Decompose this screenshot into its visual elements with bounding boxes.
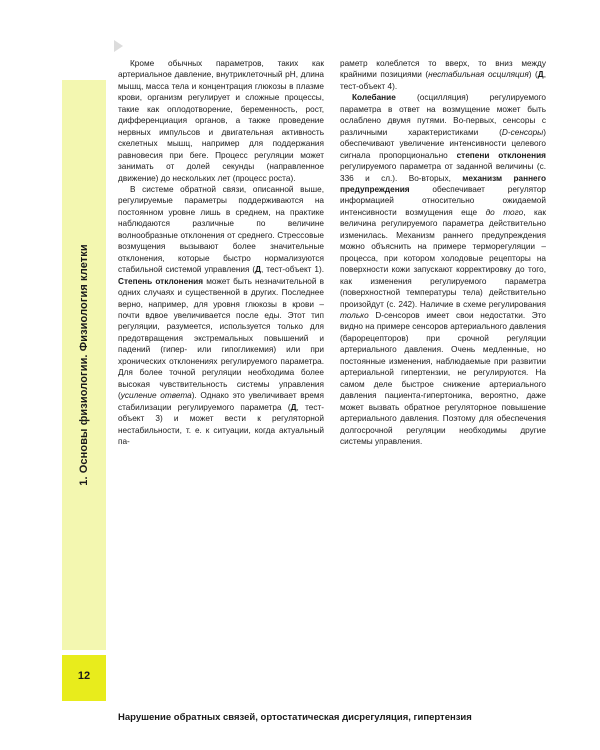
term-bold: Колебание	[352, 93, 396, 103]
sidebar-title-text: 1. Основы физиологии. Физиология клетки	[78, 244, 90, 486]
page-number: 12	[77, 670, 91, 682]
figure-ref: Д	[290, 402, 297, 412]
page-corner-marker	[114, 40, 123, 52]
figure-ref: Д	[537, 70, 544, 80]
text-column-right	[340, 58, 546, 447]
figure-ref: Д	[255, 265, 262, 275]
text-run: , тест-объект 3) и может вести к регуляторной нестабильности, т. е. к ситуации, когда актуальный па-	[118, 402, 325, 446]
text-run: , как величина регулируемого параметра действительно изменилась. Механизм раннего предупреждения можно объяснить на примере терморегуляции – процесса, при котором холодовые рецепторы на поверхности кожи запускают корректировку до того, как изменения регулируемого параметра (поверхностной температуры тела) действительно произойдут (с. 242). Наличие в схеме регулирования	[340, 207, 547, 309]
term-italic: только	[340, 310, 369, 320]
term-italic: D-сенсоры	[501, 127, 544, 137]
sidebar-title	[62, 80, 106, 650]
text-run: , тест-объект 1).	[261, 265, 324, 275]
paragraph: Кроме обычных параметров, таких как артериальное давление, внутриклеточный pH, длина мышц, масса тела и концентрация глюкозы в плазме крови, организм регулирует и сложные процессы, такие как оплодотворение, беременность, рост, дифференциация органов, а также проведение нервных импульсов и двигательная активность скелетных мышц, например для поддержания равновесия при беге. Процесс регуляции может занимать от долей секунды (направленное движение) до нескольких лет (процесс роста).	[118, 59, 324, 183]
text-run: регулируемого параметра от заданной величины (с. 336 и сл.). Во-вторых,	[340, 162, 546, 183]
term-bold: механизм раннего предупреждения	[340, 173, 547, 194]
footer-chapter-title: Нарушение обратных связей, ортостатическая дисрегуляция, гипертензия	[118, 712, 472, 723]
term-italic: усиление ответа	[120, 391, 192, 401]
paragraph	[340, 92, 546, 447]
text-column-left	[118, 58, 324, 447]
term-bold: степени отклонения	[456, 150, 546, 160]
term-bold: Степень отклонения	[118, 276, 204, 286]
text-run: ). Однако это увеличивает время стабилизации регулируемого параметра (	[118, 391, 324, 412]
paragraph	[118, 184, 324, 447]
page-number-box	[62, 655, 106, 701]
text-run: может быть незначительной в одних случаях и существенной в других. Последнее верно, например, для уровня глюкозы в крови – почти вдвое увеличивается после еды. Этот тип регуляции, разумеется, используется только для предотвращения экстремальных повышений и падений (гипер- или гипогликемия) или при хронических отклонениях регулируемого параметра. Для более точной регуляции необходима более высокая чувствительность системы управления (	[118, 276, 324, 401]
text-run: D-сенсоров имеет свои недостатки. Это видно на примере сенсоров артериального давления (барорецепторов) при срочной регуляции артериального давления. Очень медленные, но постоянные изменения, наблюдаемые при развитии артериальной гипертензии, не регулируются. На самом деле быстрое снижение артериального давления пациента-гипертоника, вероятно, даже может вызвать обратное регуляторное повышение артериального давления. Поэтому для обеспечения долгосрочной регуляции необходимы другие системы управления.	[340, 310, 546, 446]
text-run: обеспечивает регулятор информацией относительно ожидаемой интенсивности возмущения еще	[340, 184, 546, 217]
text-run: раметр колеблется то вверх, то вниз между крайними позициями (	[340, 59, 546, 80]
text-run: В системе обратной связи, описанной выше, регулируемые параметры поддерживаются на постоянном уровне лишь в среднем, на практике наблюдаются различные по величине волнообразные отклонения от среднего. Стрессовые возмущения вызывают более значительные отклонения, которые быстро нормализуются стабильной системой управления (	[118, 184, 324, 275]
term-italic: нестабильная осциляция	[428, 70, 529, 80]
text-run: ) обеспечивают увеличение интенсивности целевого сигнала пропорционально	[340, 127, 546, 160]
text-run: , тест-объект 4).	[340, 70, 546, 91]
text-run: (осцилляция) регулируемого параметра в ответ на возмущение может быть ослаблено двумя путями. Во-первых, сенсоры с различными характеристиками (	[340, 93, 546, 137]
paragraph	[340, 58, 546, 92]
text-run: ) (	[528, 70, 538, 80]
term-italic: до того	[485, 207, 524, 217]
